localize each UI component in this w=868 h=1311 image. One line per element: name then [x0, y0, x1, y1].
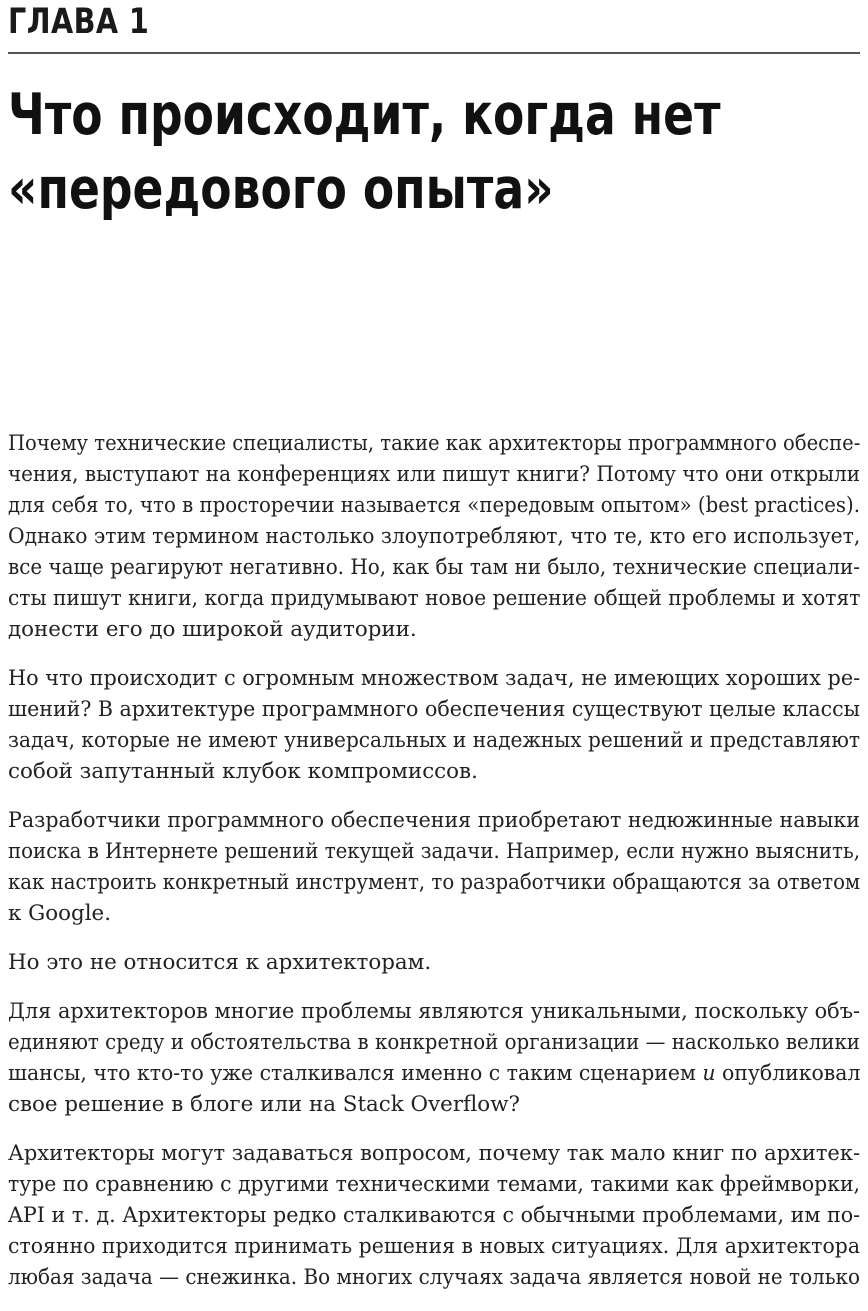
chapter-label: ГЛАВА 1 [8, 2, 150, 42]
text-line [8, 1058, 860, 1089]
paragraph [8, 1138, 860, 1293]
text-line: Но что происходит с огромным множеством задач, не имеющих хороших ре- [8, 666, 861, 691]
text-line: донести его до широкой аудитории. [8, 617, 417, 642]
chapter-title [8, 78, 840, 226]
paragraph [8, 947, 860, 978]
emphasis: и [702, 1061, 716, 1086]
paragraph [8, 996, 860, 1120]
text-line: собой запутанный клубок компромиссов. [8, 759, 478, 784]
text-line: Для архитекторов многие проблемы являются уникальными, поскольку объ- [8, 999, 860, 1024]
text-line: API и т. д. Архитекторы редко сталкиваются с обычными проблемами, им по- [8, 1203, 861, 1228]
text-line: Почему технические специалисты, такие как архитекторы программного обеспе- [8, 431, 861, 456]
text-line: задач, которые не имеют универсальных и надежных решений и представляют [8, 728, 860, 753]
text-line: свое решение в блоге или на Stack Overflow? [8, 1092, 520, 1117]
text-line: любая задача — снежинка. Во многих случаях задача является новой не только [8, 1265, 860, 1290]
text-fragment: шансы, что кто-то уже сталкивался именно с таким сценарием [8, 1061, 696, 1086]
paragraph [8, 663, 860, 787]
text-line: поиска в Интернете решений текущей задачи. Например, если нужно выяснить, [8, 839, 860, 864]
text-line: чения, выступают на конференциях или пишут книги? Потому что они открыли [8, 462, 860, 487]
text-fragment: опубликовал [722, 1061, 861, 1086]
chapter-title-line: «передового опыта» [8, 156, 554, 222]
text-line: Однако этим термином настолько злоупотребляют, что те, кто его использует, [8, 524, 861, 549]
text-line: Но это не относится к архитекторам. [8, 950, 432, 975]
chapter-title-line: Что происходит, когда нет [8, 82, 721, 148]
text-line: туре по сравнению с другими техническими темами, такими как фреймворки, [8, 1172, 860, 1197]
text-line: все чаще реагируют негативно. Но, как бы там ни было, технические специали- [8, 555, 860, 580]
chapter-divider [8, 52, 860, 54]
text-line: к Google. [8, 901, 112, 926]
paragraph [8, 428, 860, 645]
text-line: Разработчики программного обеспечения приобретают недюжинные навыки [8, 808, 860, 833]
paragraph [8, 805, 860, 929]
text-line: единяют среду и обстоятельства в конкретной организации — насколько велики [8, 1030, 860, 1055]
text-line: шений? В архитектуре программного обеспечения существуют целые классы [8, 697, 860, 722]
text-line: как настроить конкретный инструмент, то разработчики обращаются за ответом [8, 870, 861, 895]
text-line: для себя то, что в просторечии называется «передовым опытом» (best practices). [8, 493, 860, 518]
body-text [8, 428, 860, 1311]
text-line: Архитекторы могут задаваться вопросом, почему так мало книг по архитек- [8, 1141, 861, 1166]
text-line: сты пишут книги, когда придумывают новое решение общей проблемы и хотят [8, 586, 861, 611]
text-line: стоянно приходится принимать решения в новых ситуациях. Для архитектора [8, 1234, 860, 1259]
